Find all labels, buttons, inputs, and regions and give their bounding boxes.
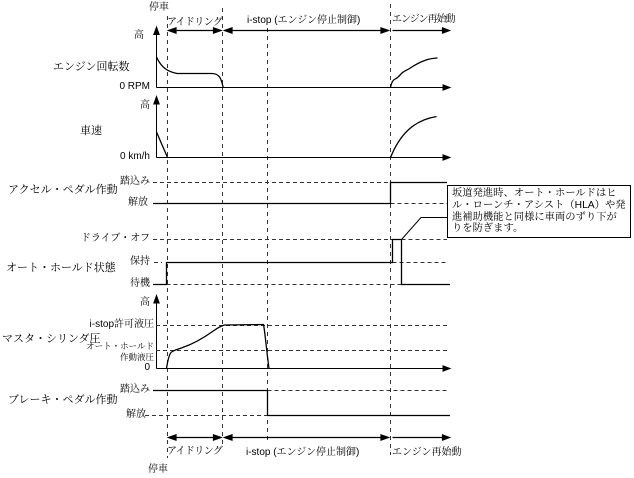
auto-hold-standby-label: 待機 (130, 278, 150, 289)
engine-rpm-axis (154, 27, 450, 90)
brake-pressed-label: 踏込み (120, 384, 150, 395)
auto-hold-hold-label: 保持 (130, 256, 150, 267)
accel-pedal-trace (153, 183, 447, 204)
bottom-label-idling: アイドリング (167, 446, 223, 457)
note-leader-line (402, 218, 448, 240)
auto-hold-pressure-label-line2: 作動液圧 (119, 352, 154, 362)
auto-hold-pressure-label-line1: オート・ホールド (86, 341, 154, 351)
engine-rpm-trace (157, 57, 438, 88)
accel-released-label: 解放 (128, 197, 148, 208)
accel-pressed-label: 踏込み (120, 176, 150, 187)
brake-pedal-trace (153, 391, 450, 416)
vehicle-speed-zero-label: 0 km/h (119, 151, 150, 162)
brake-released-label: 解放 (126, 409, 146, 420)
bottom-label-istop: i-stop (エンジン停止制御) (246, 447, 360, 458)
engine-rpm-zero-label: 0 RPM (119, 81, 150, 92)
auto-hold-trace (153, 240, 450, 285)
master-cylinder-axis (154, 296, 450, 372)
row-label-engine-rpm: エンジン回転数 (53, 61, 130, 73)
top-label-idling: アイドリング (167, 17, 223, 28)
master-cylinder-reference-lines (156, 326, 447, 351)
row-label-accel-pedal: アクセル・ペダル作動 (8, 184, 118, 196)
bottom-label-stopped: 停車 (148, 464, 168, 475)
master-cylinder-trace (167, 325, 270, 369)
top-label-istop: i-stop (エンジン停止制御) (247, 15, 361, 26)
engine-rpm-high-label: 高 (134, 30, 144, 41)
vehicle-speed-axis (154, 97, 450, 161)
top-label-stopped: 停車 (149, 2, 169, 13)
brake-pedal-reference-lines (145, 391, 447, 416)
top-label-restart: エンジン再始動 (392, 14, 455, 25)
bottom-phase-arrows (169, 435, 450, 440)
hill-start-note-text: 坂道発進時、オート・ホールドはヒル・ローンチ・アシスト（HLA）や発進補助機能と同様に車両のずり下がりを防ぎます。 (452, 188, 626, 235)
master-cylinder-zero-label: 0 (144, 362, 150, 373)
row-label-auto-hold: オート・ホールド状態 (6, 262, 116, 274)
istop-permit-pressure-label: i-stop許可液圧 (89, 319, 154, 330)
vehicle-speed-trace (157, 117, 437, 158)
accel-pedal-reference-lines (153, 183, 447, 204)
hill-start-note-box (447, 185, 631, 238)
master-cylinder-high-label: 高 (140, 297, 150, 308)
row-label-master-cylinder: マスタ・シリンダ圧 (2, 333, 101, 345)
bottom-label-restart: エンジン再始動 (392, 447, 462, 458)
row-label-vehicle-speed: 車速 (80, 125, 102, 137)
vehicle-speed-high-label: 高 (140, 100, 150, 111)
auto-hold-drive-off-label: ドライブ・オフ (80, 233, 150, 244)
row-label-brake-pedal: ブレーキ・ペダル作動 (8, 394, 118, 406)
